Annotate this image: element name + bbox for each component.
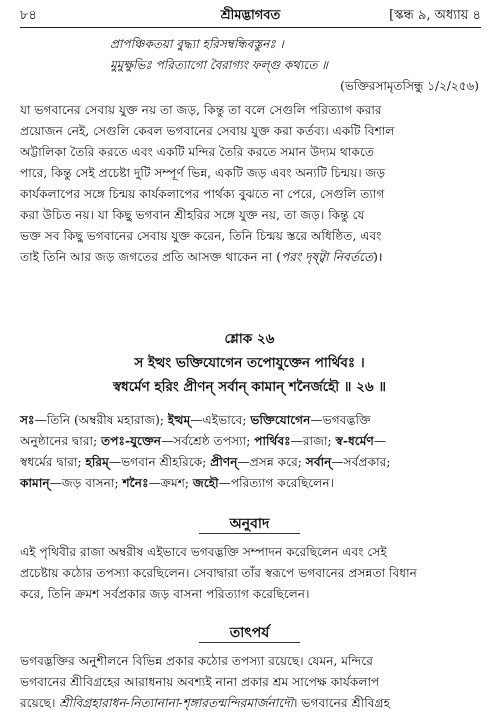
synonyms-line-4 [20, 473, 480, 494]
synonym-def: —ভগবদ্ভক্তি [310, 413, 371, 427]
synonym-term: স্ব-ধর্মেণ [335, 434, 374, 448]
intro-last-text: তাই তিনি আর জড় জগতের প্রতি আসক্ত থাকেন না ( [20, 250, 281, 264]
synonym-term: সঃ [20, 413, 35, 427]
intro-paragraph [20, 100, 480, 268]
purport-line-3 [20, 693, 480, 714]
purport-heading-rule [199, 642, 300, 643]
synonym-def: —সর্বপ্রকার; [331, 455, 391, 469]
synonym-def: —এইভাবে; [190, 413, 251, 427]
intro-line: প্রয়োজন নেই, সেগুলি কেবল ভগবানের সেবায় যুক্ত করা কর্তব্য। একটি বিশাল [20, 124, 395, 138]
synonyms-line-3 [20, 452, 480, 473]
translation-heading: অনুবাদ [229, 516, 270, 532]
translation-line: এই পৃথিবীর রাজা অম্বরীষ এইভাবে ভগবদ্ভক্তি সম্পাদন করেছিলেন এবং সেই [20, 545, 387, 559]
synonym-def: —তিনি (অম্বরীষ মহারাজ); [34, 413, 168, 427]
synonym-term: জহৌ [192, 476, 219, 490]
synonyms-line-1 [20, 410, 480, 431]
synonym-term: কামান্ [20, 476, 50, 490]
synonym-def: — [373, 434, 387, 448]
canto-chapter-label: [স্কন্ধ ৯, অধ্যায় ৪ [389, 8, 481, 23]
purport-line: ভগবদ্ভক্তির অনুশীলনে বিভিন্ন প্রকার কঠোর তপস্যা রয়েছে। যেমন, মন্দিরে [20, 654, 373, 668]
intro-line-last [20, 247, 480, 268]
intro-line: ভক্ত সব কিছু ভগবানের সেবায় যুক্ত করেন, তিনি চিন্ময় স্তরে অধিষ্ঠিত, এবং [20, 229, 382, 243]
translation-heading-rule [199, 533, 300, 534]
verse-line-2: স্বধর্মেণ হরিং প্রীণন্ সর্বান্ কামান্ শনৈর্জহৌ ॥ ২৬ ॥ [112, 379, 387, 395]
synonym-term: হরিম্ [85, 455, 109, 469]
intro-line: কার্যকলাপের সঙ্গে চিন্ময় কার্যকলাপের পার্থক্য বুঝতে না পেরে, সেগুলি ত্যাগ [20, 187, 385, 201]
synonym-def: স্বধর্মের দ্বারা; [20, 455, 86, 469]
purport-heading: তাৎপর্য [229, 625, 270, 641]
intro-line: যা ভগবানের সেবায় যুক্ত নয় তা জড়, কিন্তু তা বলে সেগুলি পরিত্যাগ করার [20, 103, 382, 117]
purport-line3-end: । ভগবানের শ্রীবিগ্রহ [293, 696, 391, 710]
synonym-def: —রাজা; [290, 434, 336, 448]
page-header [20, 6, 481, 26]
purport-italic-quote: শ্রীবিগ্রহারাধন-নিত্যানানা-শৃঙ্গারতন্মন্দিরমার্জনাদৌ [59, 696, 294, 710]
verse-title: শ্লোক ২৬ [224, 331, 275, 347]
synonym-term: ভক্তিযোগেন [250, 413, 311, 427]
intro-last-close: )। [373, 250, 383, 264]
intro-italic-phrase: পরং দৃষ্ট্বা নিবর্ততে [280, 250, 374, 264]
synonym-def: —প্রসন্ন করে; [237, 455, 306, 469]
synonym-term: তপঃ-যুক্তেন [101, 434, 162, 448]
synonym-def: —জড় বাসনা; [49, 476, 123, 490]
running-title: শ্রীমদ্ভাগবত [220, 8, 281, 23]
synonym-term: শনৈঃ [122, 476, 149, 490]
synonym-term: পার্থিবঃ [254, 434, 291, 448]
synonym-def: —পরিত্যাগ করেছিলেন। [218, 476, 334, 490]
page-number: ৮৪ [20, 8, 37, 23]
quote-line-2: মুমুক্ষুভিঃ পরিত্যাগো বৈরাগ্যং ফল্গু কথ্যতে ॥ [110, 58, 328, 72]
synonym-term: সর্বান্ [305, 455, 332, 469]
synonym-def: অনুষ্ঠানের দ্বারা; [20, 434, 102, 448]
synonyms-block [20, 410, 480, 494]
intro-line: পারে, কিন্তু সেই প্রচেষ্টা দুটি সম্পূর্ণ ভিন্ন, একটি জড় এবং অন্যটি চিন্ময়। জড় [20, 166, 386, 180]
translation-paragraph [20, 542, 480, 605]
intro-line: করা উচিত নয়। যা কিছু ভগবান শ্রীহরির সঙ্গে যুক্ত নয়, তা জড়। কিন্তু যে [20, 208, 365, 222]
synonym-def: —সর্বশ্রেষ্ঠ তপস্যা; [161, 434, 255, 448]
synonym-def: —ভগবান শ্রীহরিকে; [108, 455, 211, 469]
synonym-def: —ক্রমশ; [148, 476, 193, 490]
synonym-term: প্রীণন্ [210, 455, 238, 469]
synonym-term: ইত্থম্ [167, 413, 191, 427]
purport-line: ভগবানের শ্রীবিগ্রহের আরাধনায় অবশ্যই নানা প্রকার শ্রম সাপেক্ষ কার্যকলাপ [20, 675, 380, 689]
quote-line-1: প্রাপঞ্চিকতয়া বুদ্ধ্যা হরিসম্বন্ধিবস্তুনঃ । [110, 37, 284, 51]
translation-line: প্রচেষ্টায় কঠোর তপস্যা করেছিলেন। সেবাদ্বারা তাঁর স্বরূপে ভগবানের প্রসন্নতা বিধান [20, 566, 417, 580]
purport-line3-start: রয়েছে। [20, 696, 60, 710]
verse-line-1: স ইত্থং ভক্তিযোগেন তপোযুক্তেন পার্থিবঃ । [134, 355, 365, 371]
translation-line: করে, তিনি ক্রমশ সর্বপ্রকার জড় বাসনা পরিত্যাগ করেছিলেন। [20, 587, 310, 601]
intro-line: অট্টালিকা তৈরি করতে এবং একটি মন্দির তৈরি করতে সমান উদ্যম থাকতে [20, 145, 374, 159]
synonyms-line-2 [20, 431, 480, 452]
purport-paragraph [20, 651, 480, 714]
quote-source: (ভক্তিরসামৃতসিন্ধু ১/২/২৫৬) [340, 79, 479, 93]
header-rule [20, 27, 481, 28]
